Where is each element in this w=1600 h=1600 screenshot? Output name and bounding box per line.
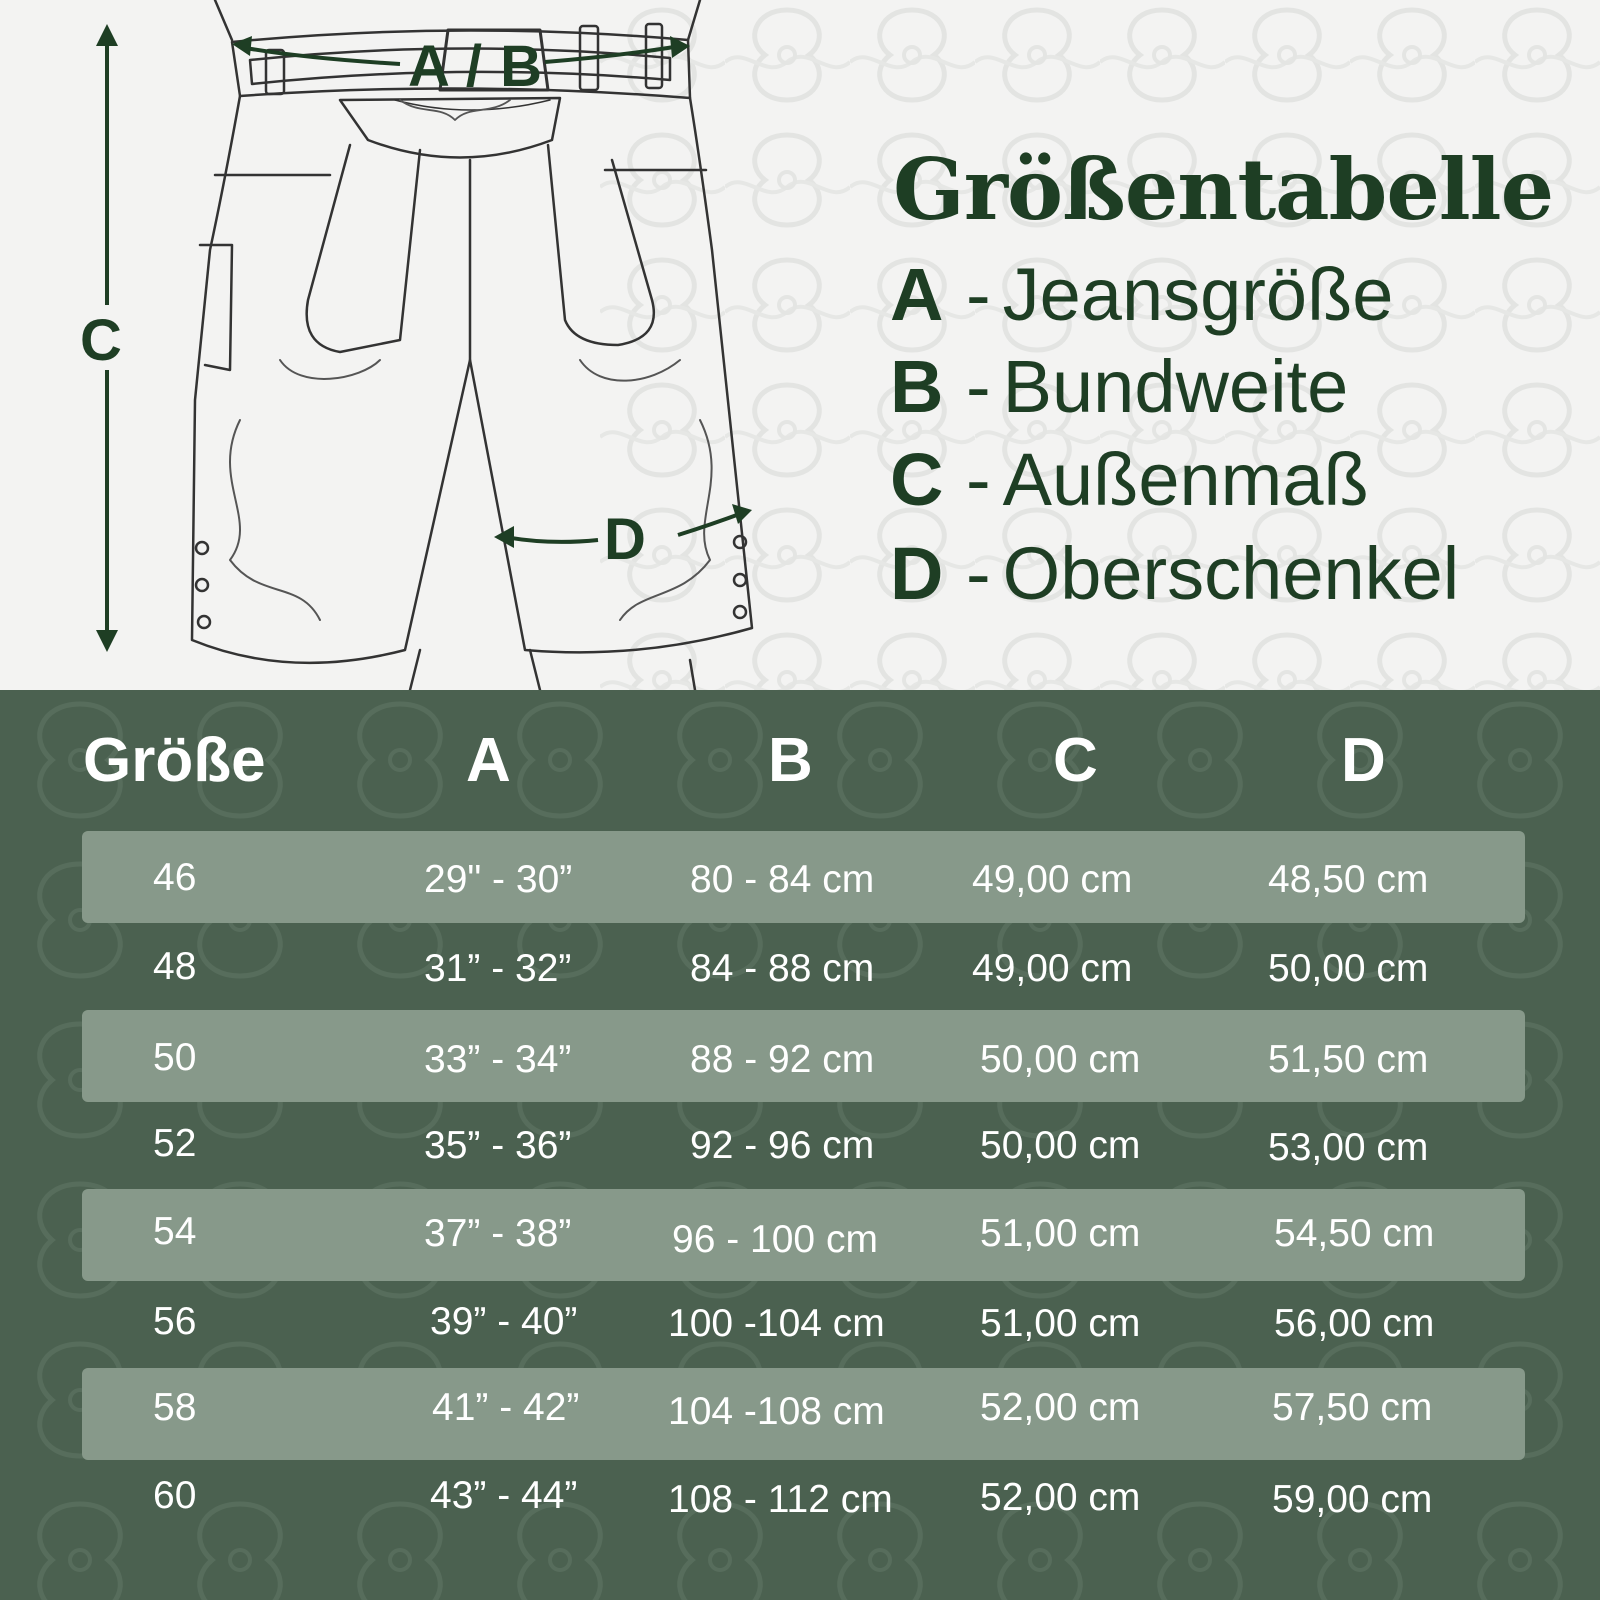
legend-label: Oberschenkel <box>1002 532 1460 615</box>
cell-b: 88 - 92 cm <box>690 1038 875 1081</box>
measure-label-ab: A / B <box>408 34 543 99</box>
cell-b: 108 - 112 cm <box>668 1478 893 1521</box>
cell-b: 80 - 84 cm <box>690 858 875 901</box>
cell-d: 51,50 cm <box>1268 1038 1429 1081</box>
cell-c: 50,00 cm <box>980 1038 1141 1081</box>
cell-b: 104 -108 cm <box>668 1390 885 1433</box>
cell-a: 29" - 30” <box>424 858 573 901</box>
cell-b: 96 - 100 cm <box>672 1218 878 1261</box>
legend-dash: - <box>966 345 991 428</box>
cell-a: 31” - 32” <box>424 947 572 990</box>
cell-size: 54 <box>153 1210 197 1253</box>
cell-c: 52,00 cm <box>980 1386 1141 1429</box>
legend-label: Außenmaß <box>1002 438 1369 521</box>
cell-size: 48 <box>153 945 197 988</box>
cell-size: 50 <box>153 1036 197 1079</box>
cell-d: 50,00 cm <box>1268 947 1429 990</box>
legend-key: A <box>890 253 944 336</box>
cell-c: 49,00 cm <box>972 947 1133 990</box>
legend-dash: - <box>966 532 991 615</box>
legend-item-b <box>890 345 1349 428</box>
legend-label: Jeansgröße <box>1002 253 1394 336</box>
legend-item-d <box>890 532 1460 615</box>
cell-a: 43” - 44” <box>430 1474 578 1517</box>
column-header-b: B <box>768 726 813 795</box>
column-header-size: Größe <box>83 726 266 795</box>
cell-c: 51,00 cm <box>980 1212 1141 1255</box>
measure-label-c: C <box>80 308 122 373</box>
cell-size: 60 <box>153 1474 197 1517</box>
cell-d: 56,00 cm <box>1274 1302 1435 1345</box>
legend-key: D <box>890 532 944 615</box>
page-title: Größentabelle <box>893 140 1554 239</box>
cell-d: 54,50 cm <box>1274 1212 1435 1255</box>
legend-item-c <box>890 438 1369 521</box>
cell-size: 56 <box>153 1300 197 1343</box>
cell-a: 33” - 34” <box>424 1038 572 1081</box>
cell-a: 41” - 42” <box>432 1386 580 1429</box>
illustration-panel <box>0 0 1600 690</box>
cell-b: 84 - 88 cm <box>690 947 875 990</box>
cell-d: 53,00 cm <box>1268 1126 1429 1169</box>
cell-c: 49,00 cm <box>972 858 1133 901</box>
column-header-d: D <box>1341 726 1386 795</box>
legend-item-a <box>890 253 1394 336</box>
cell-size: 52 <box>153 1122 197 1165</box>
cell-size: 46 <box>153 856 197 899</box>
cell-d: 59,00 cm <box>1272 1478 1433 1521</box>
cell-d: 57,50 cm <box>1272 1386 1433 1429</box>
cell-size: 58 <box>153 1386 197 1429</box>
column-header-c: C <box>1053 726 1098 795</box>
cell-c: 52,00 cm <box>980 1476 1141 1519</box>
legend-dash: - <box>966 438 991 521</box>
legend-label: Bundweite <box>1002 345 1349 428</box>
legend-key: C <box>890 438 944 521</box>
column-header-a: A <box>466 726 511 795</box>
cell-b: 100 -104 cm <box>668 1302 885 1345</box>
cell-a: 37” - 38” <box>424 1212 572 1255</box>
cell-b: 92 - 96 cm <box>690 1124 875 1167</box>
cell-a: 35” - 36” <box>424 1124 572 1167</box>
cell-c: 51,00 cm <box>980 1302 1141 1345</box>
cell-a: 39” - 40” <box>430 1300 578 1343</box>
cell-d: 48,50 cm <box>1268 858 1429 901</box>
legend-dash: - <box>966 253 991 336</box>
size-table <box>0 690 1600 1600</box>
cell-c: 50,00 cm <box>980 1124 1141 1167</box>
measure-label-d: D <box>604 507 646 572</box>
legend-key: B <box>890 345 944 428</box>
